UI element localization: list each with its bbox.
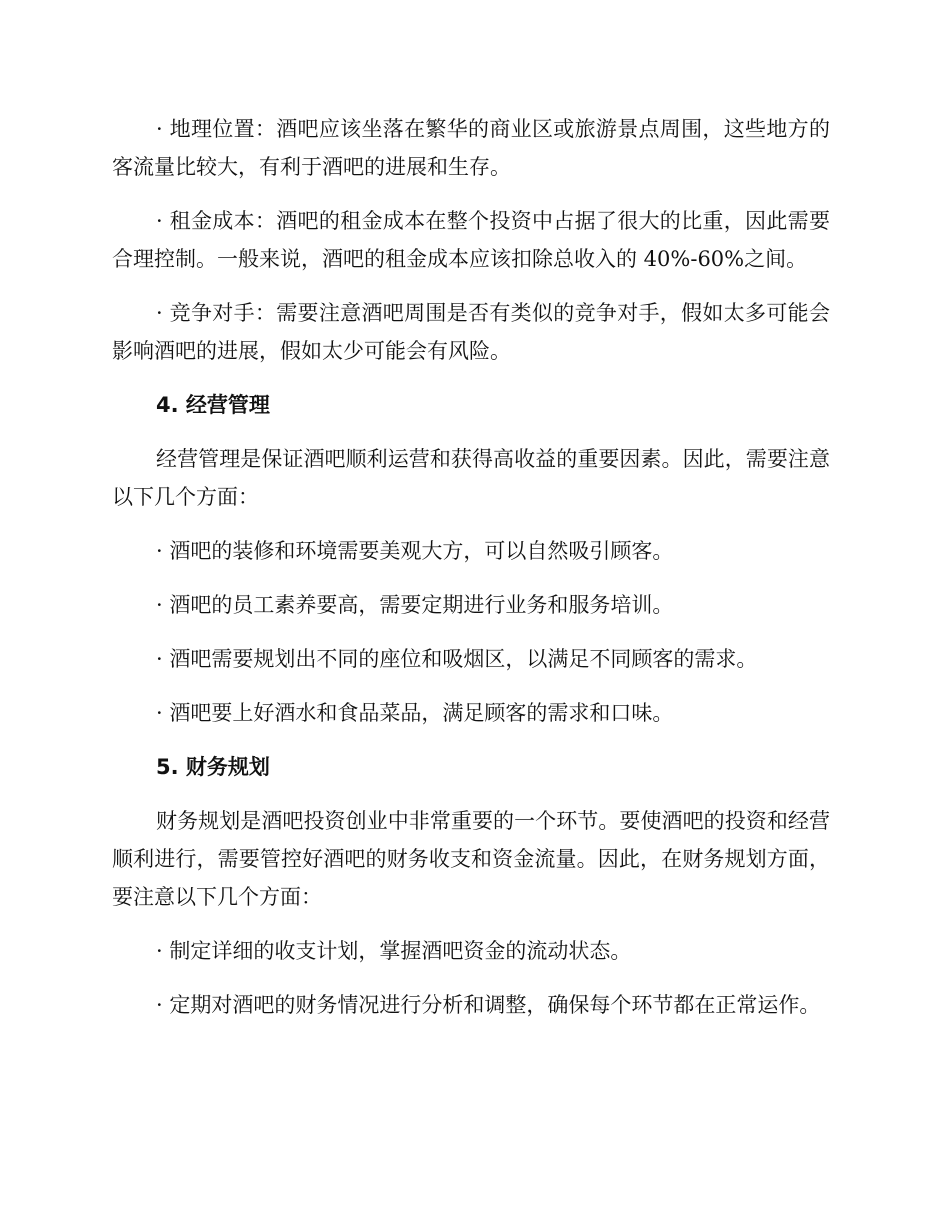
paragraph-finance-intro: 财务规划是酒吧投资创业中非常重要的一个环节。要使酒吧的投资和经营顺利进行，需要管控好酒吧的财务收支和资金流量。因此，在财务规划方面，要注意以下几个方面： (112, 809, 830, 909)
paragraph-rent-cost: · 租金成本：酒吧的租金成本在整个投资中占据了很大的比重，因此需要合理控制。一般来说，酒吧的租金成本应该扣除总收入的 40%-60%之间。 (112, 209, 830, 271)
document-body (112, 110, 830, 1040)
paragraph-food-drinks: · 酒吧要上好酒水和食品菜品，满足顾客的需求和口味。 (156, 701, 674, 725)
paragraph-budget-plan: · 制定详细的收支计划，掌握酒吧资金的流动状态。 (156, 939, 632, 963)
paragraph-financial-review: · 定期对酒吧的财务情况进行分析和调整，确保每个环节都在正常运作。 (156, 993, 821, 1017)
paragraph-staff: · 酒吧的员工素养要高，需要定期进行业务和服务培训。 (156, 593, 674, 617)
paragraph-operations-intro: 经营管理是保证酒吧顺利运营和获得高收益的重要因素。因此，需要注意以下几个方面： (112, 447, 830, 509)
section-heading-finance: 5. 财务规划 (156, 755, 270, 779)
paragraph-seating: · 酒吧需要规划出不同的座位和吸烟区，以满足不同顾客的需求。 (156, 647, 758, 671)
paragraph-decoration: · 酒吧的装修和环境需要美观大方，可以自然吸引顾客。 (156, 539, 674, 563)
paragraph-location: · 地理位置：酒吧应该坐落在繁华的商业区或旅游景点周围，这些地方的客流量比较大，有利于酒吧的进展和生存。 (112, 117, 830, 179)
section-heading-operations: 4. 经营管理 (156, 393, 270, 417)
paragraph-competitors: · 竞争对手：需要注意酒吧周围是否有类似的竞争对手，假如太多可能会影响酒吧的进展，假如太少可能会有风险。 (112, 301, 830, 363)
